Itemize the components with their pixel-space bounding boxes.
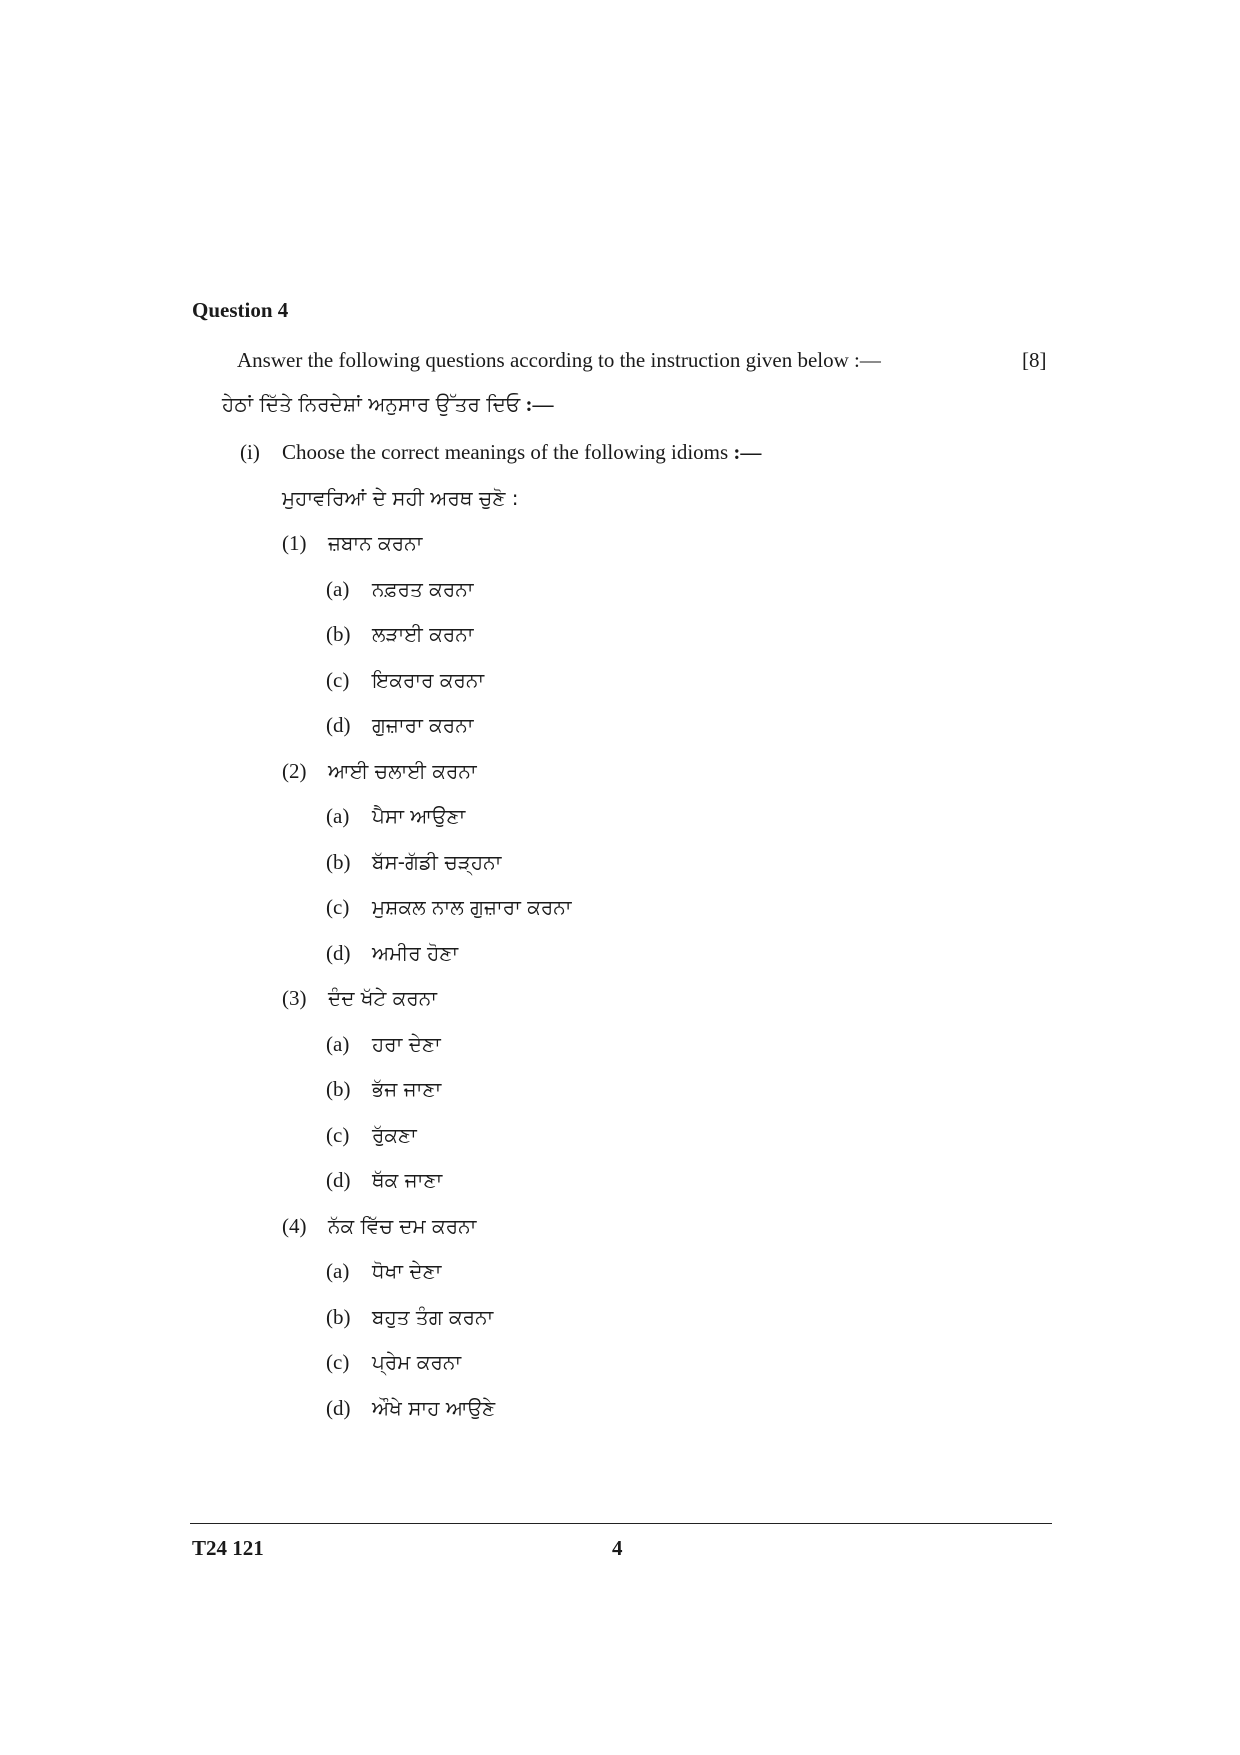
option-label: (c) bbox=[326, 895, 350, 919]
answer-option bbox=[326, 1168, 442, 1193]
option-text: ਨਫ਼ਰਤ ਕਰਨਾ bbox=[372, 577, 474, 601]
marks-badge: [8] bbox=[1022, 348, 1047, 372]
option-label: (b) bbox=[326, 622, 351, 646]
idiom-item bbox=[282, 1214, 476, 1239]
answer-option bbox=[326, 1123, 417, 1148]
idiom-label: (2) bbox=[282, 759, 307, 783]
option-label: (b) bbox=[326, 1077, 351, 1101]
option-text: ਰੁੱਕਣਾ bbox=[372, 1123, 417, 1147]
idiom-label: (3) bbox=[282, 986, 307, 1010]
idiom-text: ਜ਼ਬਾਨ ਕਰਨਾ bbox=[328, 531, 423, 555]
page-number: 4 bbox=[612, 1536, 623, 1560]
option-text: ਲੜਾਈ ਕਰਨਾ bbox=[372, 622, 474, 646]
idiom-label: (4) bbox=[282, 1214, 307, 1238]
option-text: ਮੁਸ਼ਕਲ ਨਾਲ ਗੁਜ਼ਾਰਾ ਕਰਨਾ bbox=[372, 895, 572, 919]
option-text: ਪੈਸਾ ਆਉਣਾ bbox=[372, 804, 466, 828]
answer-option bbox=[326, 895, 572, 920]
sub-question-i bbox=[240, 440, 761, 465]
answer-option bbox=[326, 1032, 441, 1057]
option-label: (a) bbox=[326, 1259, 350, 1283]
idiom-item bbox=[282, 986, 437, 1011]
idiom-item bbox=[282, 759, 477, 784]
option-text: ਭੱਜ ਜਾਣਾ bbox=[372, 1077, 442, 1101]
footer-divider bbox=[190, 1523, 1052, 1524]
option-text: ਇਕਰਾਰ ਕਰਨਾ bbox=[372, 668, 485, 692]
idiom-text: ਨੱਕ ਵਿੱਚ ਦਮ ਕਰਨਾ bbox=[328, 1214, 477, 1238]
option-label: (d) bbox=[326, 941, 351, 965]
answer-option bbox=[326, 1396, 495, 1421]
option-text: ਬਹੁਤ ਤੰਗ ਕਰਨਾ bbox=[372, 1305, 494, 1329]
idiom-text: ਆਈ ਚਲਾਈ ਕਰਨਾ bbox=[328, 759, 477, 783]
option-text: ਗੁਜ਼ਾਰਾ ਕਰਨਾ bbox=[372, 713, 474, 737]
instruction-english-text: Answer the following questions according to the instruction given below :— bbox=[237, 348, 881, 372]
sub-question-label: (i) bbox=[240, 440, 260, 464]
option-label: (a) bbox=[326, 804, 350, 828]
option-label: (c) bbox=[326, 668, 350, 692]
answer-option bbox=[326, 1077, 441, 1102]
option-label: (d) bbox=[326, 1168, 351, 1192]
paper-code: T24 121 bbox=[192, 1536, 264, 1560]
option-text: ਪ੍ਰੇਮ ਕਰਨਾ bbox=[372, 1350, 462, 1374]
answer-option bbox=[326, 850, 501, 875]
option-label: (c) bbox=[326, 1350, 350, 1374]
answer-option bbox=[326, 1259, 441, 1284]
answer-option bbox=[326, 622, 473, 647]
sub-question-punjabi: ਮੁਹਾਵਰਿਆਂ ਦੇ ਸਹੀ ਅਰਥ ਚੁਣੋ : bbox=[282, 486, 519, 510]
answer-option bbox=[326, 804, 465, 829]
option-text: ਧੋਖਾ ਦੇਣਾ bbox=[372, 1259, 442, 1283]
option-text: ਬੱਸ-ਗੱਡੀ ਚੜ੍ਹਨਾ bbox=[372, 850, 502, 874]
option-label: (c) bbox=[326, 1123, 350, 1147]
question-title: Question 4 bbox=[192, 298, 289, 322]
answer-option bbox=[326, 1350, 461, 1375]
idiom-label: (1) bbox=[282, 531, 307, 555]
answer-option bbox=[326, 1305, 493, 1330]
option-label: (b) bbox=[326, 850, 351, 874]
sub-question-text: Choose the correct meanings of the following idioms bbox=[282, 440, 729, 464]
option-text: ਅਮੀਰ ਹੋਣਾ bbox=[372, 941, 459, 965]
option-label: (d) bbox=[326, 713, 351, 737]
instruction-punjabi-suffix: :— bbox=[520, 392, 554, 416]
option-text: ਹਰਾ ਦੇਣਾ bbox=[372, 1032, 441, 1056]
option-label: (a) bbox=[326, 577, 350, 601]
answer-option bbox=[326, 577, 473, 602]
option-label: (d) bbox=[326, 1396, 351, 1420]
option-text: ਔਖੇ ਸਾਹ ਆਉਣੇ bbox=[372, 1396, 496, 1420]
instruction-punjabi-text: ਹੇਠਾਂ ਦਿੱਤੇ ਨਿਰਦੇਸ਼ਾਂ ਅਨੁਸਾਰ ਉੱਤਰ ਦਿਓ bbox=[222, 392, 521, 416]
answer-option bbox=[326, 713, 473, 738]
answer-option bbox=[326, 668, 484, 693]
idiom-text: ਦੰਦ ਖੱਟੇ ਕਰਨਾ bbox=[328, 986, 437, 1010]
instruction-punjabi bbox=[222, 392, 553, 417]
answer-option bbox=[326, 941, 458, 966]
option-label: (b) bbox=[326, 1305, 351, 1329]
option-label: (a) bbox=[326, 1032, 350, 1056]
instruction-english bbox=[237, 348, 881, 373]
idiom-item bbox=[282, 531, 422, 556]
option-text: ਥੱਕ ਜਾਣਾ bbox=[372, 1168, 443, 1192]
sub-question-suffix: :— bbox=[728, 440, 762, 464]
